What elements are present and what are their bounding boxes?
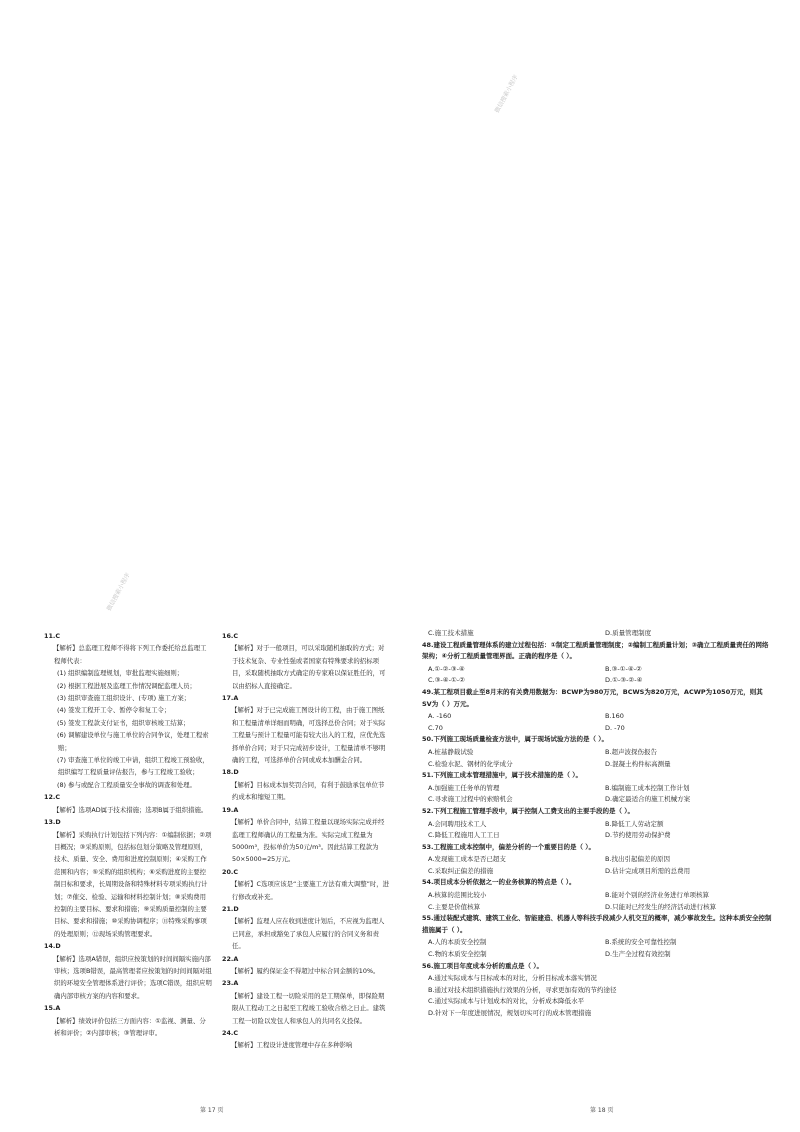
option-item: B.降低工人劳动定额 xyxy=(605,819,664,828)
answer-number: 12.C xyxy=(44,793,61,802)
answer-number: 13.D xyxy=(44,818,61,827)
explanation-text: 【解析】单价合同中，结算工程量以现场实际完成并经监理工程师确认的工程量为准。实际完成工程量为5000m³，投标单价为50元/m³。因此结算工程款为50×5000=25万元。 xyxy=(231,818,385,864)
explanation-text: 【解析】目标成本加奖罚合同，有利于鼓励承包单位节约成本和缩短工期。 xyxy=(231,780,385,802)
option-item: A.加强施工任务单的管理 xyxy=(428,783,500,792)
answer-number: 23.A xyxy=(222,979,239,988)
watermark: 微信搜索小程序 xyxy=(493,73,520,115)
option-group xyxy=(422,819,772,842)
question-text: 56.施工项目年度成本分析的重点是（ ）。 xyxy=(422,961,544,970)
option-item: B.系统的安全可靠性控制 xyxy=(605,938,677,947)
question-text: 52.下列工程施工管理手段中，属于控制人工费支出的主要手段的是（ ）。 xyxy=(422,806,635,815)
explanation-text: 【解析】绩效评价包括三方面内容：①监视、测量、分析和评价；②内部审核；③管理评审。 xyxy=(53,1016,206,1037)
option-group xyxy=(422,783,772,806)
answer-number: 20.C xyxy=(222,867,239,876)
explanation-text: 【解析】总监理工程师不得将下列工作委托给总监理工程师代表： xyxy=(53,644,207,665)
option-item: C.寻求施工过程中的索赔机会 xyxy=(428,795,513,804)
option-group xyxy=(422,747,772,770)
explanation-text: (5) 签发工程款支付证书，组织审核竣工结算； xyxy=(57,718,190,727)
explanation-text: 【解析】采购执行计划包括下列内容：①编制依据；②项目概况；③采购原则，包括标包划分策略及管理原则，技术、质量、安全、费用和进度控制原则；④采购工作范围和内容；⑤采购的组织机构；⑥采购进度的主要控制目标和要求，长周期设备和特殊材料专项采购执行计划；⑦催交、检验、运输和材料控制计划；⑧采购费用控制的主要目标、要求和措施；⑨采购质量控制的主要目标、要求和措施；⑩采购协调程序；⑪特殊采购事项的处理原则；⑫现场采购管理要求。 xyxy=(53,830,212,938)
option-item: B.③-①-④-② xyxy=(605,664,642,673)
answer-number: 24.C xyxy=(222,1029,239,1037)
explanation-text: 【解析】C选项应该是“主要施工方法有重大调整”时，进行修改或补充。 xyxy=(231,880,390,901)
question-column xyxy=(422,628,772,1020)
option-item: D.估计完成项目所需的总费用 xyxy=(605,866,691,875)
option-item: D.①-③-②-④ xyxy=(605,676,643,685)
option-item: D. -70 xyxy=(605,723,625,732)
option-item: B.超声波探伤报告 xyxy=(605,747,658,756)
option-item: A.通过实际成本与目标成本的对比，分析目标成本落实情况 xyxy=(428,974,597,983)
option-item: A.会同聘用技术工人 xyxy=(428,819,487,828)
option-item: A. -160 xyxy=(428,712,452,721)
option-item: C.采取纠正偏差的措施 xyxy=(428,866,494,875)
answer-number: 22.A xyxy=(222,954,239,963)
option-item: D.质量管理制度 xyxy=(605,629,652,637)
option-item: D.混凝土构件标高测量 xyxy=(605,759,671,768)
option-item: D.生产全过程有效控制 xyxy=(605,950,671,959)
explanation-text: 【解析】工程设计进度管理中存在多种影响 xyxy=(231,1041,353,1050)
option-item: A.桩基静载试验 xyxy=(428,747,474,756)
option-item: B.找出引起偏差的原因 xyxy=(605,855,671,864)
option-item: C.降低工程施用人工工日 xyxy=(428,831,500,840)
page-number: 第 17 页 xyxy=(200,1107,224,1114)
explanation-text: (7) 审查施工单位的竣工申请，组织工程竣工预验收，组织编写工程质量评估报告，参与工程竣工验收； xyxy=(57,756,209,777)
option-group xyxy=(422,890,772,913)
watermark: 微信搜索小程序 xyxy=(105,571,132,613)
option-item: B.160 xyxy=(605,712,624,721)
option-item: D.确定最适合的施工机械方案 xyxy=(605,795,691,804)
option-item: A.人的本质安全控制 xyxy=(428,938,487,947)
option-item: A.①-②-③-④ xyxy=(428,664,465,673)
option-group xyxy=(422,628,772,640)
option-item: D.针对下一年度进展情况，规划切实可行的成本管理措施 xyxy=(428,1009,592,1017)
question-text: 48.建设工程质量管理体系的建立过程包括：①制定工程质量管理制度；②编制工程质量计划；③确立工程质量责任的网络架构；④分析工程质量管理界面。正确的程序是（ ）。 xyxy=(422,640,769,661)
question-text: 53.工程施工成本控制中，偏差分析的一个重要目的是（ ）。 xyxy=(422,842,596,851)
option-group xyxy=(422,854,772,877)
explanation-text: (2) 根据工程进展及监理工作情况调配监理人员； xyxy=(57,681,196,690)
explanation-text: 【解析】建设工程一切险采用的是工期保单，即保险期限从工程动工之日起至工程竣工验收合格之日止。建筑工程一切险以发包人和承包人的共同名义投保。 xyxy=(231,991,386,1025)
option-item: B.通过对技术组织措施执行效果的分析，寻求更加有效的节约途径 xyxy=(428,985,617,994)
explanation-text: (6) 调解建设单位与施工单位的合同争议，处理工程索赔； xyxy=(57,731,209,752)
option-item: C.通过实际成本与计划成本的对比，分析成本降低水平 xyxy=(428,997,585,1006)
explanation-text: 【解析】监理人应在收到进度计划后，不应视为监理人已同意，承担或豁免了承包人应履行的合同义务和责任。 xyxy=(231,917,385,951)
option-item: C.70 xyxy=(428,723,443,732)
answer-number: 21.D xyxy=(222,904,239,913)
answer-number: 14.D xyxy=(44,942,61,951)
explanation-text: 【解析】对于已完成施工图设计的工程，由于施工图纸和工程量清单详细而明确，可选择总价合同；对于实际工程量与预计工程量可能有较大出入的工程，应优先选择单价合同；对于只完成初步设计，工程量清单不够明确的工程，可选择单价合同或成本加酬金合同。 xyxy=(231,706,386,765)
option-group xyxy=(422,973,772,1019)
explanation-text: 【解析】对于一般项目，可以采取随机抽取的方式；对于技术复杂、专业性强或者国家有特殊要求的招标项目，采取随机抽取方式确定的专家难以保证胜任的，可以由招标人直接确定。 xyxy=(231,644,386,690)
question-text: 49.某工程项目截止至8月末的有关费用数据为：BCWP为980万元，BCWS为820万元，ACWP为1050万元，则其SV为（ ）万元。 xyxy=(422,687,763,708)
answer-number: 11.C xyxy=(44,632,61,640)
question-text: 55.通过装配式建筑、建筑工业化、智能建造、机器人等科技手段减少人机交互的概率，减少事故发生。这种本质安全控制措施属于（ ）。 xyxy=(422,914,772,934)
question-text: 51.下列施工成本管理措施中，属于技术措施的是（ ）。 xyxy=(422,771,583,780)
answer-number: 18.D xyxy=(222,768,239,777)
answer-number: 15.A xyxy=(44,1004,61,1013)
answer-number: 17.A xyxy=(222,694,239,703)
explanation-text: 【解析】选项A错误，组织应按策划的时间间隔实施内部审核；选项B错误，最高管理者应按策划的时间间隔对组织的环境安全管理体系进行评价；选项C错误，组织应明确内部审核方案的内容和要求。 xyxy=(53,954,212,1000)
option-group xyxy=(422,711,772,734)
option-item: B.编制施工成本控制工作计划 xyxy=(605,783,690,792)
explanation-text: 【解析】选项AD属于技术措施；选项B属于组织措施。 xyxy=(53,805,208,814)
option-item: A.核算的范围比较小 xyxy=(428,891,487,900)
answer-column-left xyxy=(44,630,212,1039)
option-item: C.物的本质安全控制 xyxy=(428,950,487,959)
explanation-text: (4) 签发工程开工令、暂停令和复工令； xyxy=(57,706,171,715)
option-group xyxy=(422,937,772,960)
option-item: A.发现施工成本是否已超支 xyxy=(428,855,506,864)
explanation-text: (3) 组织审查施工组织设计、(专项) 施工方案； xyxy=(57,694,191,703)
explanation-text: 【解析】履约保证金不得超过中标合同金额的10%。 xyxy=(231,966,380,975)
question-text: 54.项目成本分析依据之一的业务核算的特点是（ ）。 xyxy=(422,878,576,887)
answer-number: 16.C xyxy=(222,632,239,640)
explanation-text: (1) 组织编制监理规划，审批监理实施细则； xyxy=(57,669,184,678)
answer-number: 19.A xyxy=(222,805,239,814)
option-group xyxy=(422,664,772,687)
option-item: B.能对个别的经济业务进行单项核算 xyxy=(605,891,710,900)
option-item: C.③-④-①-② xyxy=(428,676,465,685)
option-item: C.施工技术措施 xyxy=(428,629,474,637)
page-number: 第 18 页 xyxy=(590,1107,614,1114)
question-text: 50.下列施工现场质量检查方法中，属于现场试验方法的是（ ）。 xyxy=(422,735,609,744)
option-item: D.节约使用劳动保护费 xyxy=(605,831,671,840)
answer-column-right xyxy=(222,630,390,1052)
option-item: C.主要是价值核算 xyxy=(428,902,481,911)
explanation-text: (8) 参与或配合工程质量安全事故的调查和处理。 xyxy=(57,780,196,789)
right-page xyxy=(400,0,800,1132)
option-item: D.只能对已经发生的经济活动进行核算 xyxy=(605,902,717,911)
option-item: C.检验水泥、钢材的化学成分 xyxy=(428,759,513,768)
